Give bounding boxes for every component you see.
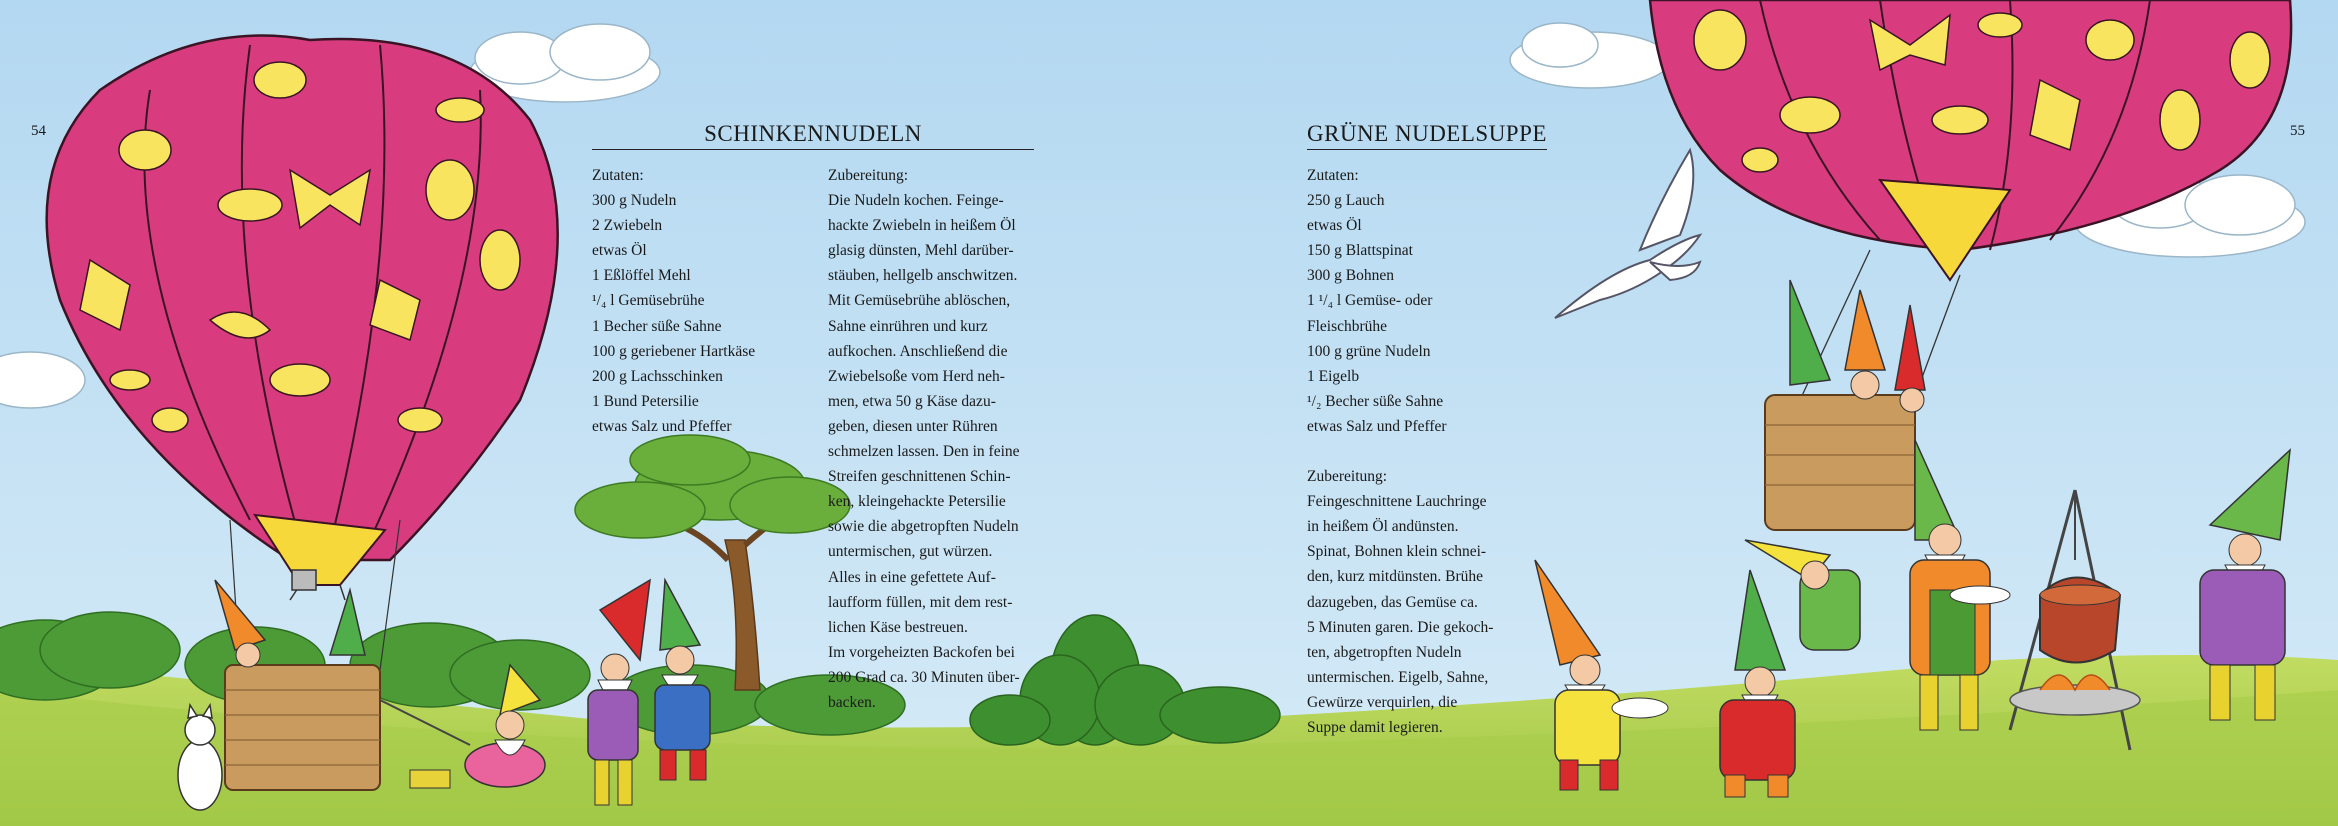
ingredient-line: 1 Eigelb bbox=[1307, 367, 1360, 385]
method-line: Spinat, Bohnen klein schnei- bbox=[1307, 543, 1487, 561]
method-line: schmelzen lassen. Den in feine bbox=[828, 443, 1020, 461]
method-line: Die Nudeln kochen. Feinge- bbox=[828, 192, 1004, 210]
ingredient-line: 1 Bund Petersilie bbox=[592, 392, 699, 410]
ingredient-line: 150 g Blattspinat bbox=[1307, 242, 1413, 260]
recipe-title-left bbox=[592, 121, 1034, 150]
ingredient-line: 1 Becher süße Sahne bbox=[592, 317, 722, 335]
method-line: lichen Käse bestreuen. bbox=[828, 618, 968, 636]
ingredient-line: 100 g grüne Nudeln bbox=[1307, 342, 1431, 360]
method-line: ten, abgetropften Nudeln bbox=[1307, 643, 1462, 661]
method-line: ken, kleingehackte Petersilie bbox=[828, 493, 1006, 511]
ingredients-heading: Zutaten: bbox=[592, 167, 644, 184]
method-line: Gewürze verquirlen, die bbox=[1307, 693, 1458, 711]
method-line: 200 Grad ca. 30 Minuten über- bbox=[828, 668, 1020, 686]
ingredient-line: ¹/₄ l Gemüsebrühe bbox=[592, 292, 705, 310]
method-line: aufkochen. Anschließend die bbox=[828, 342, 1008, 360]
ingredient-line: 2 Zwiebeln bbox=[592, 217, 663, 235]
recipe-title-text: SCHINKENNUDELN bbox=[704, 121, 922, 146]
ingredient-line: 300 g Bohnen bbox=[1307, 267, 1394, 285]
method-line: den, kurz mitdünsten. Brühe bbox=[1307, 568, 1484, 586]
method-line: glasig dünsten, Mehl darüber- bbox=[828, 242, 1014, 260]
ingredient-line: etwas Salz und Pfeffer bbox=[1307, 417, 1447, 435]
method-line: Suppe damit legieren. bbox=[1307, 718, 1443, 736]
method-line: 5 Minuten garen. Die gekoch- bbox=[1307, 618, 1494, 636]
method-line: backen. bbox=[828, 693, 876, 711]
method-line: Streifen geschnittenen Schin- bbox=[828, 468, 1011, 486]
page-number-right: 55 bbox=[2290, 123, 2305, 139]
method-line: geben, diesen unter Rühren bbox=[828, 417, 998, 435]
page-number-left: 54 bbox=[31, 123, 46, 139]
spacer bbox=[1307, 439, 1493, 464]
ingredient-line: 200 g Lachsschinken bbox=[592, 367, 723, 385]
method-line: untermischen. Eigelb, Sahne, bbox=[1307, 668, 1489, 686]
method-line: Mit Gemüsebrühe ablöschen, bbox=[828, 292, 1011, 310]
ingredients-heading: Zutaten: bbox=[1307, 167, 1359, 184]
ingredients-block-left bbox=[592, 163, 755, 439]
method-line: dazugeben, das Gemüse ca. bbox=[1307, 593, 1478, 611]
ingredients-block-right bbox=[1307, 163, 1493, 740]
ingredient-line: etwas Öl bbox=[592, 242, 647, 260]
ingredient-line: etwas Öl bbox=[1307, 217, 1362, 235]
method-line: stäuben, hellgelb anschwitzen. bbox=[828, 267, 1018, 285]
method-line: Sahne einrühren und kurz bbox=[828, 317, 988, 335]
ingredient-line: 100 g geriebener Hartkäse bbox=[592, 342, 756, 360]
method-heading: Zubereitung: bbox=[1307, 468, 1388, 486]
ingredient-line: 300 g Nudeln bbox=[592, 192, 677, 210]
method-line: Zwiebelsoße vom Herd neh- bbox=[828, 367, 1005, 385]
ingredient-line: Fleischbrühe bbox=[1307, 317, 1388, 335]
recipe-title-right bbox=[1307, 121, 1547, 150]
method-line: Feingeschnittene Lauchringe bbox=[1307, 493, 1487, 511]
method-line: Im vorgeheizten Backofen bei bbox=[828, 643, 1015, 661]
method-line: laufform füllen, mit dem rest- bbox=[828, 593, 1013, 611]
ingredient-line: 250 g Lauch bbox=[1307, 192, 1385, 210]
ingredient-line: 1 ¹/₄ l Gemüse- oder bbox=[1307, 292, 1433, 310]
method-line: Alles in eine gefettete Auf- bbox=[828, 568, 996, 586]
ingredient-line: 1 Eßlöffel Mehl bbox=[592, 267, 691, 285]
method-line: men, etwa 50 g Käse dazu- bbox=[828, 392, 996, 410]
ingredient-line: etwas Salz und Pfeffer bbox=[592, 417, 732, 435]
method-line: hackte Zwiebeln in heißem Öl bbox=[828, 217, 1016, 235]
method-heading: Zubereitung: bbox=[828, 167, 909, 184]
method-line: sowie die abgetropften Nudeln bbox=[828, 518, 1019, 536]
method-line: in heißem Öl andünsten. bbox=[1307, 518, 1459, 536]
method-line: untermischen, gut würzen. bbox=[828, 543, 993, 561]
recipe-title-text: GRÜNE NUDELSUPPE bbox=[1307, 121, 1547, 146]
ingredient-line: ¹/₂ Becher süße Sahne bbox=[1307, 392, 1444, 410]
method-block-left bbox=[828, 163, 1020, 715]
